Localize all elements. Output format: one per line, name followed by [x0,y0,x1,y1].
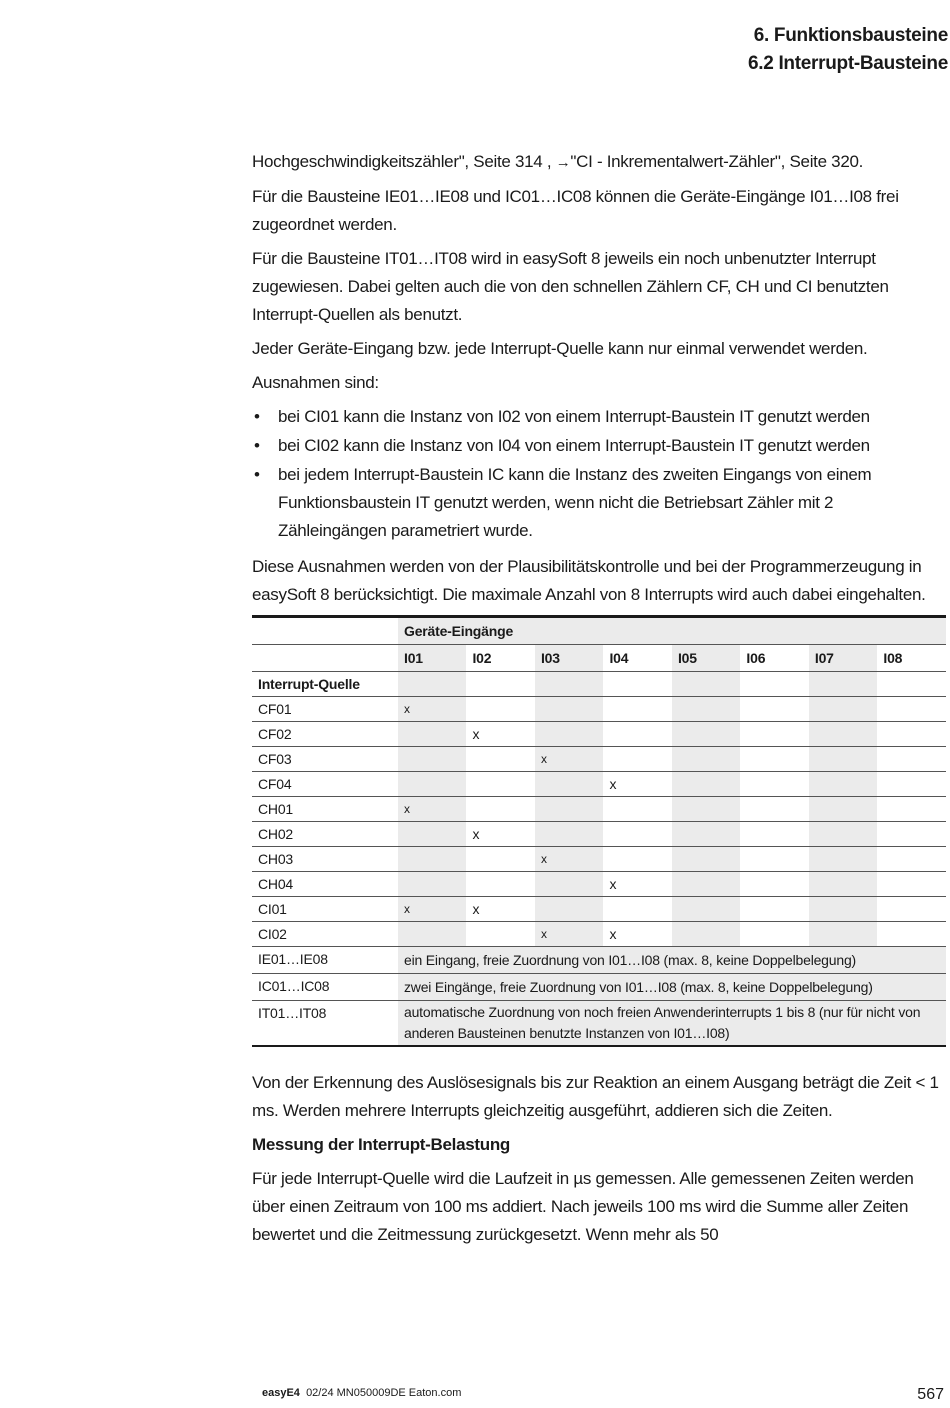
table-cell: x [603,872,671,897]
table-cell [672,822,740,847]
table-cell [398,847,466,872]
table-cell: x [398,797,466,822]
row-label: CF03 [252,747,398,772]
table-cell [809,922,877,947]
table-cell [809,847,877,872]
table-cell [672,922,740,947]
table-cell [877,797,946,822]
paragraph-measure: Für jede Interrupt-Quelle wird die Laufzeit in µs gemessen. Alle gemessenen Zeiten werden über einen Zeitraum von 100 ms addiert. Nach jeweils 100 ms wird die Summe aller Zeiten bewertet und die Zeitmessung zurückgesetzt. Wenn mehr als 50 [252,1169,914,1244]
table-cell [672,697,740,722]
table-cell [535,722,603,747]
table-cell [466,872,534,897]
table-cell [603,822,671,847]
table-cell [740,872,808,897]
table-row [252,822,946,847]
table-span-cell: ein Eingang, freie Zuordnung von I01…I08 (max. 8, keine Doppelbelegung) [398,947,946,974]
table-cell [877,697,946,722]
table-cell [672,722,740,747]
table-cell [398,747,466,772]
table-row [252,772,946,797]
table-row [252,974,946,1001]
row-label: IT01…IT08 [252,1001,398,1047]
table-cell [535,872,603,897]
table-cell [535,897,603,922]
table-cell [809,772,877,797]
table-cell [398,772,466,797]
row-label: CH04 [252,872,398,897]
table-row [252,697,946,722]
table-cell [603,697,671,722]
table-cell [740,847,808,872]
table-cell [603,747,671,772]
table-cell: x [535,847,603,872]
running-header [748,22,948,78]
table-cell: x [603,772,671,797]
paragraph-exceptions: Ausnahmen sind: [252,373,379,392]
table-cell [466,847,534,872]
table-cell: x [466,822,534,847]
table-cell [877,722,946,747]
table-row [252,947,946,974]
table-span-cell: zwei Eingänge, freie Zuordnung von I01…I08 (max. 8, keine Doppelbelegung) [398,974,946,1001]
table-cell [466,922,534,947]
table-row [252,847,946,872]
table-cell [877,847,946,872]
row-label: CF01 [252,697,398,722]
row-label: CH01 [252,797,398,822]
column-header: I02 [466,645,534,672]
column-header: I03 [535,645,603,672]
table-cell [809,822,877,847]
group-header: Geräte-Eingänge [398,617,946,645]
table-cell [672,772,740,797]
table-cell [877,772,946,797]
table-cell [466,697,534,722]
row-label: CF04 [252,772,398,797]
table-cell [877,897,946,922]
row-label: IC01…IC08 [252,974,398,1001]
footer-product: easyE4 [262,1387,300,1399]
footer-text: 02/24 MN050009DE Eaton.com [306,1387,462,1399]
table-cell [740,922,808,947]
row-label: IE01…IE08 [252,947,398,974]
paragraph-once: Jeder Geräte-Eingang bzw. jede Interrupt-Quelle kann nur einmal verwendet werden. [252,339,868,358]
table-cell [466,797,534,822]
table-cell [535,697,603,722]
arrow-right-icon: → [555,154,571,171]
table-cell [877,822,946,847]
chapter-title: 6. Funktionsbausteine [753,25,948,46]
table-row [252,872,946,897]
table-cell: x [466,897,534,922]
table-cell [603,897,671,922]
table-cell [809,797,877,822]
table-span-cell: automatische Zuordnung von noch freien Anwenderinterrupts 1 bis 8 (nur für nicht von anderen Bausteinen benutzte Instanzen von I01…I08) [398,1001,946,1047]
table-cell [809,722,877,747]
table-row [252,797,946,822]
table-cell [603,847,671,872]
table-row [252,922,946,947]
table-cell [672,847,740,872]
row-label: CF02 [252,722,398,747]
table-cell [603,722,671,747]
row-label: CH02 [252,822,398,847]
table-cell [740,897,808,922]
intro-paragraph [252,148,946,177]
table-row [252,747,946,772]
table-cell [809,897,877,922]
column-header: I06 [740,645,808,672]
table-cell [672,797,740,822]
footer-info [262,1387,461,1399]
column-header: I05 [672,645,740,672]
table-group-header-row [252,617,946,645]
paragraph-timing: Von der Erkennung des Auslösesignals bis zur Reaktion an einem Ausgang beträgt die Zeit < 1 ms. Werden mehrere Interrupts gleichzeitig ausgeführt, addieren sich die Zeiten. [252,1073,939,1120]
table-cell [535,822,603,847]
table-row [252,1001,946,1047]
table-cell [398,822,466,847]
table-cell [398,722,466,747]
page-content [252,148,946,1255]
table-cell [672,747,740,772]
table-cell [603,797,671,822]
table-cell [672,872,740,897]
table-cell [740,697,808,722]
table-cell [535,772,603,797]
table-cell: x [466,722,534,747]
table-cell: x [535,922,603,947]
row-label: CI02 [252,922,398,947]
row-label: CI01 [252,897,398,922]
table-cell [466,772,534,797]
table-cell [877,922,946,947]
paragraph-plausibility: Diese Ausnahmen werden von der Plausibilitätskontrolle und bei der Programmerzeugung in easySoft 8 berücksichtigt. Die maximale Anzahl von 8 Interrupts wird auch dabei eingehalten. [252,557,926,604]
exceptions-list [252,403,946,545]
list-item: • bei CI01 kann die Instanz von I02 von einem Interrupt-Baustein IT genutzt werden [252,403,946,431]
column-header: I07 [809,645,877,672]
column-header: I04 [603,645,671,672]
row-header: Interrupt-Quelle [252,672,398,697]
table-cell: x [398,897,466,922]
table-cell [398,872,466,897]
intro-link[interactable]: "CI - Inkrementalwert-Zähler", Seite 320. [570,152,864,171]
table-cell [809,697,877,722]
table-cell [740,772,808,797]
table-cell [809,747,877,772]
table-cell [672,897,740,922]
column-header: I01 [398,645,466,672]
table-cell [535,797,603,822]
column-header: I08 [877,645,946,672]
table-cell [877,872,946,897]
table-row-header-row [252,672,946,697]
page-number: 567 [917,1386,944,1403]
table-cell [740,797,808,822]
table-cell [740,747,808,772]
table-cell [466,747,534,772]
paragraph-it: Für die Bausteine IT01…IT08 wird in easySoft 8 jeweils ein noch unbenutzter Interrupt zugewiesen. Dabei gelten auch die von den schnellen Zählern CF, CH und CI benutzten Interrupt-Quellen als benutzt. [252,249,889,324]
table-cell [809,872,877,897]
table-row [252,897,946,922]
table-cell: x [535,747,603,772]
row-label: CH03 [252,847,398,872]
table-row [252,722,946,747]
paragraph-ie-ic: Für die Bausteine IE01…IE08 und IC01…IC08 können die Geräte-Eingänge I01…I08 frei zugeordnet werden. [252,187,899,234]
subheading: Messung der Interrupt-Belastung [252,1135,511,1154]
table-cell [877,747,946,772]
table-cell [740,722,808,747]
table-cell: x [398,697,466,722]
table-column-header-row [252,645,946,672]
intro-text-1: Hochgeschwindigkeitszähler", Seite 314 , [252,152,556,171]
interrupt-assignment-table [252,615,946,1047]
section-title: 6.2 Interrupt-Bausteine [747,53,948,74]
list-item: • bei CI02 kann die Instanz von I04 von einem Interrupt-Baustein IT genutzt werden [252,432,946,460]
table-cell: x [603,922,671,947]
table-cell [398,922,466,947]
list-item: • bei jedem Interrupt-Baustein IC kann die Instanz des zweiten Eingangs von einem Funktionsbaustein IT genutzt werden, wenn nicht die Betriebsart Zähler mit 2 Zähleingängen parametriert wurde. [252,461,946,545]
table-cell [740,822,808,847]
